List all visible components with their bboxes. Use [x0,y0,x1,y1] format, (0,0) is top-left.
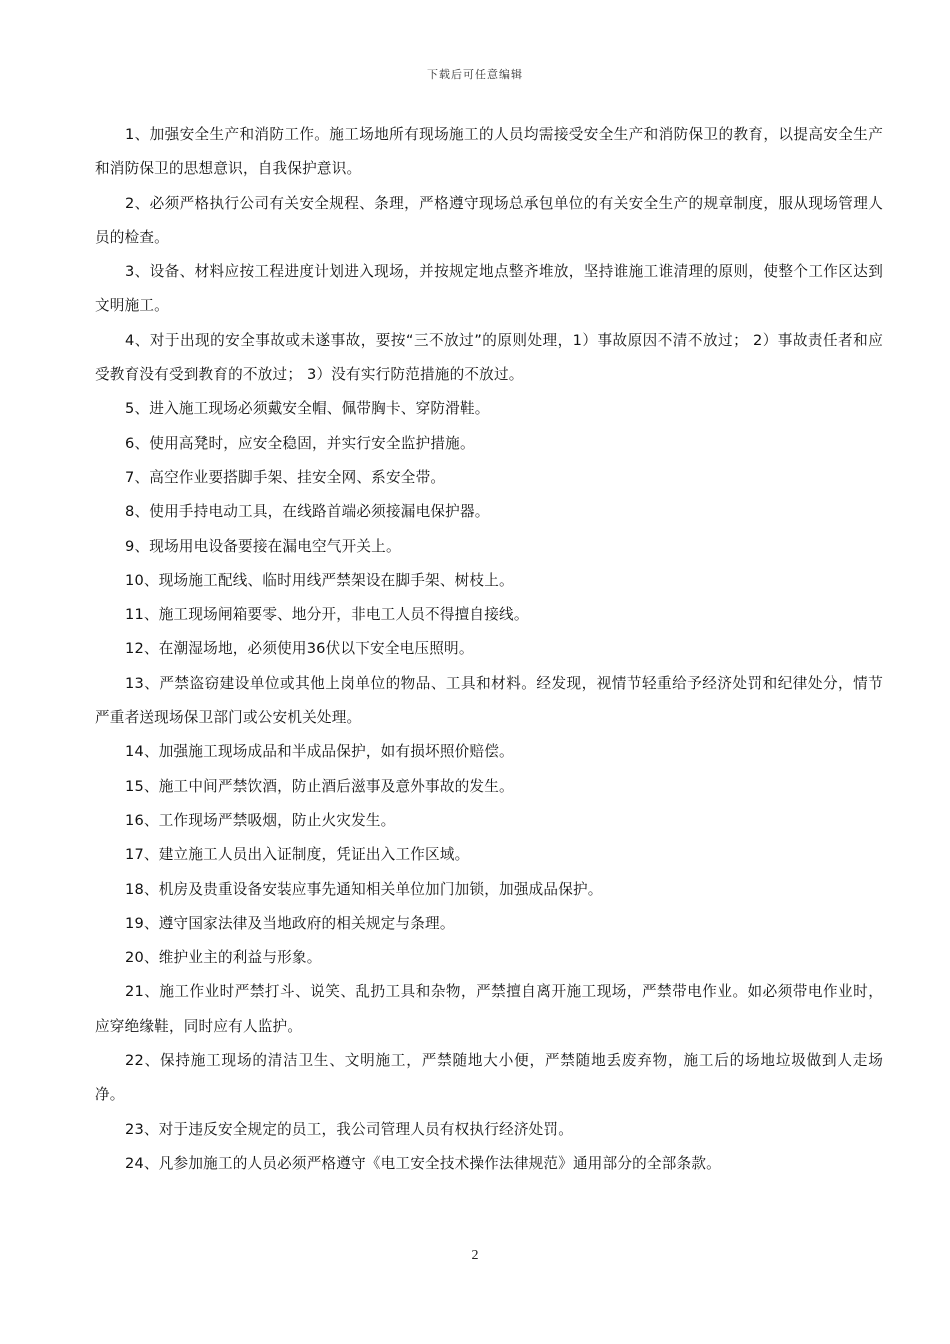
paragraph-16: 16、工作现场严禁吸烟，防止火灾发生。 [125,811,396,829]
paragraph-5: 5、进入施工现场必须戴安全帽、佩带胸卡、穿防滑鞋。 [125,400,490,418]
paragraph-10: 10、现场施工配线、临时用线严禁架设在脚手架、树枝上。 [125,571,514,589]
paragraph-8: 8、使用手持电动工具，在线路首端必须接漏电保护器。 [125,503,490,521]
paragraph-21: 21、施工作业时严禁打斗、说笑、乱扔工具和杂物，严禁擅自离开施工现场，严禁带电作业。如必须带电作业时，应穿绝缘鞋，同时应有人监护。 [95,983,883,1035]
paragraph-9: 9、现场用电设备要接在漏电空气开关上。 [125,537,401,555]
paragraph-7: 7、高空作业要搭脚手架、挂安全网、系安全带。 [125,468,446,486]
paragraph-24: 24、凡参加施工的人员必须严格遵守《电工安全技术操作法律规范》通用部分的全部条款。 [125,1154,721,1172]
paragraph-12: 12、在潮湿场地，必须使用36伏以下安全电压照明。 [125,640,474,658]
paragraph-23: 23、对于违反安全规定的员工，我公司管理人员有权执行经济处罚。 [125,1120,573,1138]
paragraph-13: 13、严禁盗窃建设单位或其他上岗单位的物品、工具和材料。经发现，视情节轻重给予经济处罚和纪律处分，情节严重者送现场保卫部门或公安机关处理。 [95,674,883,727]
page-number: 2 [471,1248,479,1263]
paragraph-19: 19、遵守国家法律及当地政府的相关规定与条理。 [125,914,455,932]
paragraph-18: 18、机房及贵重设备安装应事先通知相关单位加门加锁，加强成品保护。 [125,880,603,898]
paragraph-20: 20、维护业主的利益与形象。 [125,949,322,967]
paragraph-2: 2、必须严格执行公司有关安全规程、条理，严格遵守现场总承包单位的有关安全生产的规章制度，服从现场管理人员的检查。 [95,194,883,246]
header-note: 下载后可任意编辑 [427,68,523,81]
paragraph-4: 4、对于出现的安全事故或未遂事故，要按“三不放过”的原则处理，1）事故原因不清不放过； 2）事故责任者和应受教育没有受到教育的不放过； 3）没有实行防范措施的不放过。 [95,331,883,384]
paragraph-17: 17、建立施工人员出入证制度，凭证出入工作区域。 [125,846,470,864]
paragraph-22: 22、保持施工现场的清洁卫生、文明施工，严禁随地大小便，严禁随地丢废弃物，施工后的场地垃圾做到人走场净。 [95,1052,883,1104]
paragraph-3: 3、设备、材料应按工程进度计划进入现场，并按规定地点整齐堆放，坚持谁施工谁清理的原则，使整个工作区达到文明施工。 [95,263,883,315]
paragraph-14: 14、加强施工现场成品和半成品保护，如有损坏照价赔偿。 [125,743,514,761]
paragraph-15: 15、施工中间严禁饮酒，防止酒后滋事及意外事故的发生。 [125,777,514,795]
paragraph-6: 6、使用高凳时，应安全稳固，并实行安全监护措施。 [125,434,475,452]
paragraph-1: 1、加强安全生产和消防工作。施工场地所有现场施工的人员均需接受安全生产和消防保卫的教育，以提高安全生产和消防保卫的思想意识，自我保护意识。 [95,126,883,178]
paragraph-11: 11、施工现场闸箱要零、地分开，非电工人员不得擅自接线。 [125,606,529,624]
document-body [95,118,883,1181]
